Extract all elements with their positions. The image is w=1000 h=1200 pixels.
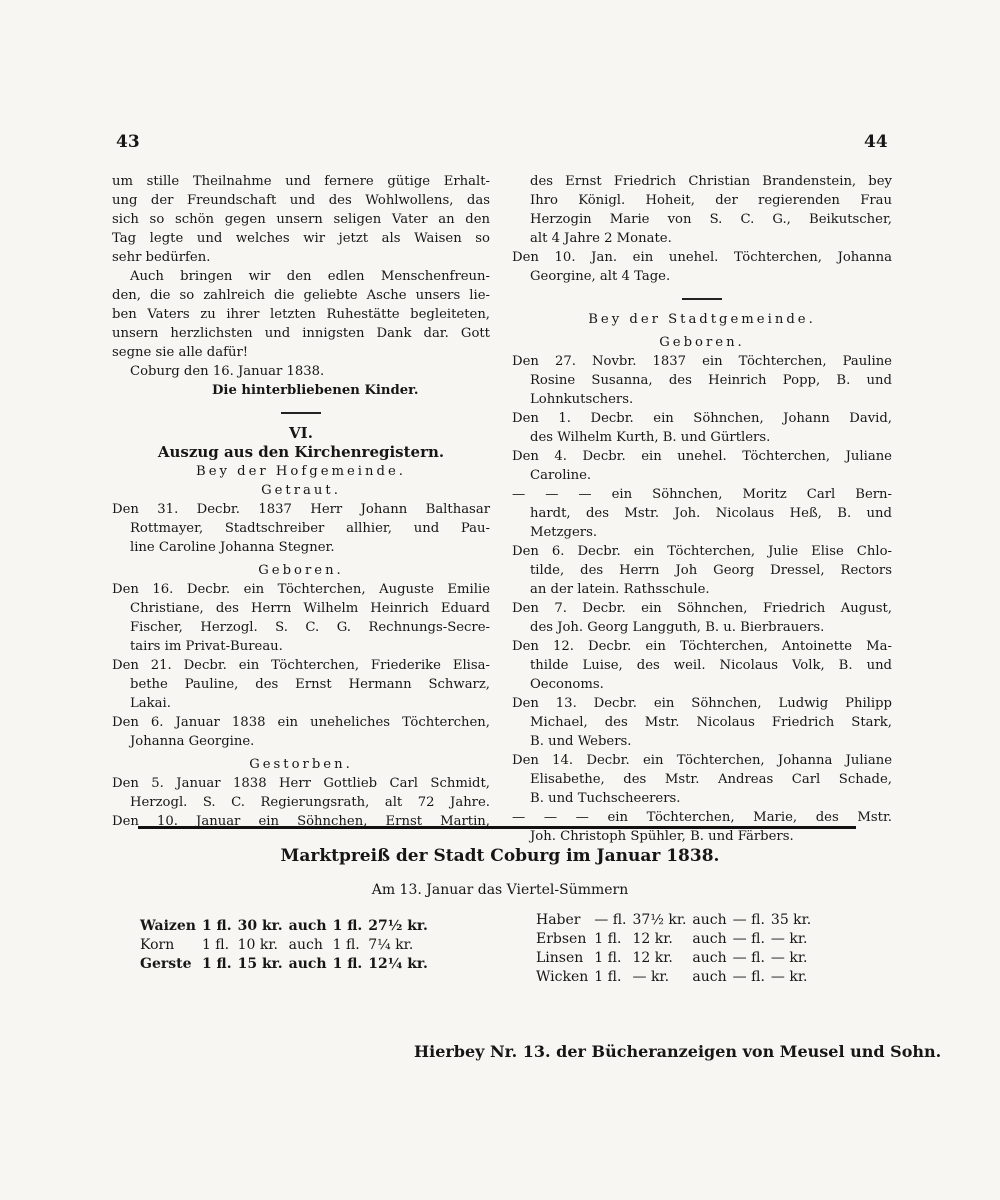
text-line: den, die so zahlreich die geliebte Asche unsers lie-: [112, 288, 490, 303]
text-line: Den 1. Decbr. ein Söhnchen, Johann David,: [512, 411, 892, 426]
section-divider: [281, 412, 321, 414]
price-cell: 1 fl.: [201, 917, 232, 934]
text-line: des Wilhelm Kurth, B. und Gürtlers.: [530, 430, 771, 445]
register-entry: [112, 656, 490, 713]
text-line: segne sie alle dafür!: [112, 345, 249, 360]
right-column: [512, 172, 892, 846]
auch-cell: auch: [692, 911, 727, 928]
auch-cell: auch: [288, 955, 327, 972]
register-entry: [512, 485, 892, 542]
price-cell: — kr.: [770, 949, 808, 966]
text-line: Den 5. Januar 1838 Herr Gottlieb Carl Schmidt,: [112, 776, 490, 791]
price-cell: — kr.: [770, 930, 808, 947]
text-line: Lakai.: [130, 696, 171, 711]
text-line: Den 27. Novbr. 1837 ein Töchterchen, Pauline: [512, 354, 892, 369]
grain-name: Gerste: [140, 955, 192, 972]
thanks-paragraph: [112, 172, 490, 267]
register-entry: [512, 248, 892, 286]
auch-cell: auch: [692, 968, 727, 985]
price-cell: 1 fl.: [201, 955, 232, 972]
market-subtitle: Am 13. Januar das Viertel-Sümmern: [371, 882, 629, 898]
section-number: VI.: [289, 424, 313, 442]
text-line: Metzgers.: [530, 525, 598, 540]
price-cell: 30 kr.: [237, 917, 283, 934]
text-line: Lohnkutschers.: [530, 392, 634, 407]
text-line: Christiane, des Herrn Wilhelm Heinrich Eduard: [130, 601, 490, 616]
table-row: [536, 910, 817, 929]
register-entry: [112, 774, 490, 812]
price-cell: 12 kr.: [632, 949, 673, 966]
price-cell: — fl.: [732, 968, 765, 985]
text-line: Rottmayer, Stadtschreiber allhier, und Pau-: [130, 521, 490, 536]
section-divider: [682, 298, 722, 300]
category-heading-geboren: Geboren.: [258, 563, 344, 578]
market-table-left: [140, 916, 434, 973]
text-line: Den 4. Decbr. ein unehel. Töchterchen, Juliane: [512, 449, 892, 464]
table-row: [536, 929, 817, 948]
text-line: thilde Luise, des weil. Nicolaus Volk, B. und: [530, 658, 892, 673]
text-line: Elisabethe, des Mstr. Andreas Carl Schade,: [530, 772, 892, 787]
place-date: Coburg den 16. Januar 1838.: [130, 364, 325, 379]
continued-entry: [512, 172, 892, 248]
register-entry: [112, 580, 490, 656]
price-cell: 1 fl.: [332, 936, 360, 953]
text-line: Den 10. Januar ein Söhnchen, Ernst Martin,: [112, 814, 490, 829]
price-cell: — fl.: [732, 911, 765, 928]
register-entry: [112, 713, 490, 751]
text-line: Den 16. Decbr. ein Töchterchen, Auguste Emilie: [112, 582, 490, 597]
auch-cell: auch: [692, 930, 727, 947]
left-column: [112, 172, 490, 831]
price-cell: 37½ kr.: [632, 911, 687, 928]
table-row: [536, 967, 817, 986]
register-entry: [512, 352, 892, 409]
text-line: an der latein. Rathsschule.: [530, 582, 710, 597]
text-line: Joh. Christoph Spühler, B. und Färbers.: [530, 829, 794, 844]
page-number-right: 44: [864, 132, 888, 152]
text-line: B. und Webers.: [530, 734, 632, 749]
text-line: tilde, des Herrn Joh Georg Dressel, Rectors: [530, 563, 892, 578]
table-row: [536, 948, 817, 967]
signature: Die hinterbliebenen Kinder.: [212, 383, 419, 398]
category-heading-getraut: Getraut.: [261, 483, 341, 498]
grain-name: Wicken: [536, 968, 589, 985]
price-cell: 15 kr.: [237, 955, 283, 972]
register-entry: [112, 500, 490, 557]
price-cell: — fl.: [594, 911, 627, 928]
page-number-left: 43: [116, 132, 140, 152]
grain-name: Haber: [536, 911, 581, 928]
text-line: sehr bedürfen.: [112, 250, 211, 265]
text-line: bethe Pauline, des Ernst Hermann Schwarz,: [130, 677, 490, 692]
text-line: tairs im Privat-Bureau.: [130, 639, 283, 654]
text-line: alt 4 Jahre 2 Monate.: [530, 231, 672, 246]
price-cell: — fl.: [732, 930, 765, 947]
text-line: Den 14. Decbr. ein Töchterchen, Johanna Juliane: [512, 753, 892, 768]
text-line: Den 31. Decbr. 1837 Herr Johann Balthasar: [112, 502, 490, 517]
text-line: Den 12. Decbr. ein Töchterchen, Antoinette Ma-: [512, 639, 892, 654]
price-cell: 12 kr.: [632, 930, 673, 947]
text-line: Den 7. Decbr. ein Söhnchen, Friedrich August,: [512, 601, 892, 616]
text-line: Den 6. Decbr. ein Töchterchen, Julie Elise Chlo-: [512, 544, 892, 559]
price-cell: 1 fl.: [201, 936, 230, 953]
text-line: Den 21. Decbr. ein Töchterchen, Friederike Elisa-: [112, 658, 490, 673]
category-heading-gestorben: Gestorben.: [249, 757, 353, 772]
text-line: des Joh. Georg Langguth, B. u. Bierbrauers.: [530, 620, 825, 635]
price-cell: 27½ kr.: [368, 917, 428, 934]
price-cell: — kr.: [770, 968, 808, 985]
table-row: [140, 935, 434, 954]
auch-cell: auch: [288, 917, 327, 934]
text-line: — — — ein Söhnchen, Moritz Carl Bern-: [512, 487, 892, 502]
register-entry: [512, 542, 892, 599]
register-entry: [512, 447, 892, 485]
subsection-heading-stadt: Bey der Stadtgemeinde.: [588, 312, 816, 327]
auch-cell: auch: [692, 949, 727, 966]
text-line: Den 6. Januar 1838 ein uneheliches Töchterchen,: [112, 715, 490, 730]
thanks-paragraph-2: [112, 267, 490, 362]
text-line: Ihro Königl. Hoheit, der regierenden Frau: [530, 193, 892, 208]
text-line: sich so schön gegen unsern seligen Vater an den: [112, 212, 490, 227]
grain-name: Korn: [140, 936, 175, 953]
text-line: Rosine Susanna, des Heinrich Popp, B. und: [530, 373, 892, 388]
auch-cell: auch: [288, 936, 323, 953]
text-line: Den 13. Decbr. ein Söhnchen, Ludwig Philipp: [512, 696, 892, 711]
text-line: Oeconoms.: [530, 677, 604, 692]
text-line: unsern herzlichsten und innigsten Dank dar. Gott: [112, 326, 490, 341]
text-line: Herzogl. S. C. Regierungsrath, alt 72 Jahre.: [130, 795, 490, 810]
text-line: — — — ein Töchterchen, Marie, des Mstr.: [512, 810, 892, 825]
grain-name: Linsen: [536, 949, 584, 966]
text-line: Herzogin Marie von S. C. G., Beikutscher,: [530, 212, 892, 227]
price-cell: — fl.: [732, 949, 765, 966]
register-entry: [512, 694, 892, 751]
table-row: [140, 916, 434, 935]
register-entry: [512, 599, 892, 637]
text-line: Auch bringen wir den edlen Menschenfreun-: [130, 269, 490, 284]
market-divider: [138, 826, 856, 829]
text-line: Caroline.: [530, 468, 592, 483]
text-line: Michael, des Mstr. Nicolaus Friedrich Stark,: [530, 715, 892, 730]
market-title: Marktpreiß der Stadt Coburg im Januar 1838.: [280, 846, 720, 866]
text-line: hardt, des Mstr. Joh. Nicolaus Heß, B. und: [530, 506, 892, 521]
price-cell: 10 kr.: [237, 936, 278, 953]
text-line: ben Vaters zu ihrer letzten Ruhestätte begleiteten,: [112, 307, 490, 322]
register-entry: [512, 409, 892, 447]
price-cell: 1 fl.: [594, 968, 622, 985]
category-heading-geboren: Geboren.: [659, 335, 745, 350]
price-cell: 7¼ kr.: [368, 936, 414, 953]
register-entry: [512, 637, 892, 694]
text-line: Den 10. Jan. ein unehel. Töchterchen, Johanna: [512, 250, 892, 265]
text-line: Georgine, alt 4 Tage.: [530, 269, 671, 284]
grain-name: Waizen: [140, 917, 196, 934]
text-line: Johanna Georgine.: [130, 734, 255, 749]
price-cell: — kr.: [632, 968, 670, 985]
grain-name: Erbsen: [536, 930, 587, 947]
text-line: Fischer, Herzogl. S. C. G. Rechnungs-Secre-: [130, 620, 490, 635]
market-table-right: [536, 910, 817, 986]
text-line: B. und Tuchscheerers.: [530, 791, 681, 806]
price-cell: 1 fl.: [594, 930, 622, 947]
text-line: ung der Freundschaft und des Wohlwollens, das: [112, 193, 490, 208]
footer-note: Hierbey Nr. 13. der Bücheranzeigen von Meusel und Sohn.: [414, 1042, 942, 1061]
subsection-heading-hof: Bey der Hofgemeinde.: [196, 464, 406, 479]
text-line: des Ernst Friedrich Christian Brandenstein, bey: [530, 174, 892, 189]
text-line: um stille Theilnahme und fernere gütige Erhalt-: [112, 174, 490, 189]
price-cell: 1 fl.: [332, 955, 363, 972]
section-title: Auszug aus den Kirchenregistern.: [157, 443, 445, 461]
text-line: line Caroline Johanna Stegner.: [130, 540, 335, 555]
price-cell: 12¼ kr.: [368, 955, 428, 972]
table-row: [140, 954, 434, 973]
price-cell: 35 kr.: [770, 911, 812, 928]
price-cell: 1 fl.: [594, 949, 622, 966]
text-line: Tag legte und welches wir jetzt als Waisen so: [112, 231, 490, 246]
register-entry: [512, 751, 892, 808]
price-cell: 1 fl.: [332, 917, 363, 934]
